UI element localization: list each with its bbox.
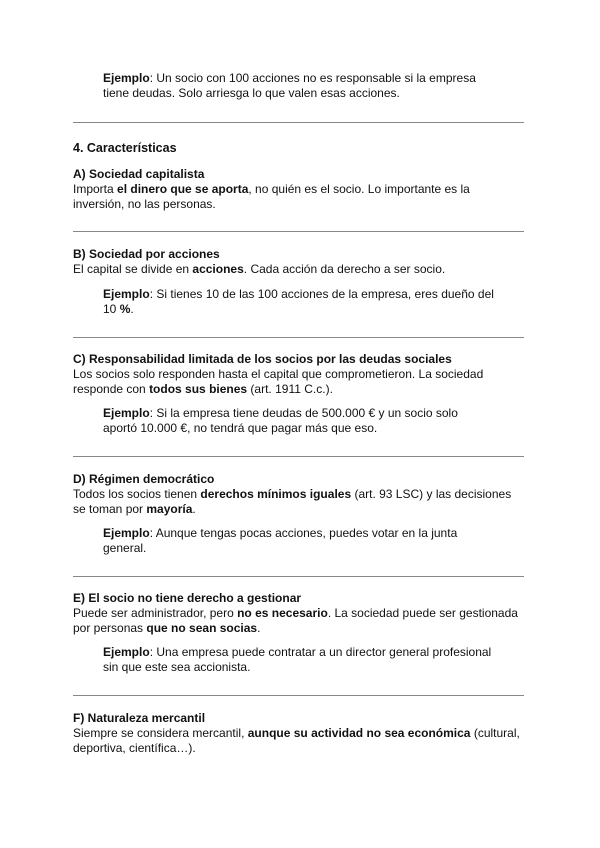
example-line bbox=[103, 541, 503, 556]
example-text: tiene deudas. Solo arriesga lo que valen esas acciones. bbox=[103, 86, 400, 100]
text-run: , no quién es el socio. Lo importante es la bbox=[248, 182, 470, 196]
example-e bbox=[103, 645, 503, 675]
text-run: (cultural, bbox=[470, 726, 520, 740]
paragraph-line bbox=[73, 621, 528, 636]
paragraph-line bbox=[73, 382, 528, 397]
bold-run: derechos mínimos iguales bbox=[200, 487, 352, 501]
characteristic-e bbox=[73, 591, 528, 636]
example-label: Ejemplo bbox=[103, 526, 150, 540]
characteristic-c bbox=[73, 352, 528, 397]
text-run: por personas bbox=[73, 621, 147, 635]
characteristic-b bbox=[73, 247, 528, 277]
example-line bbox=[103, 645, 503, 660]
example-line bbox=[103, 421, 503, 436]
text-run: Importa bbox=[73, 182, 118, 196]
paragraph-line bbox=[73, 726, 528, 741]
divider bbox=[73, 337, 524, 338]
paragraph-line bbox=[73, 197, 528, 212]
bold-run: acciones bbox=[192, 262, 244, 276]
example-text: . bbox=[130, 302, 134, 316]
text-run: inversión, no las personas. bbox=[73, 197, 216, 211]
text-run: Siempre se considera mercantil, bbox=[73, 726, 248, 740]
example-b bbox=[103, 287, 503, 317]
divider bbox=[73, 576, 524, 577]
paragraph-line bbox=[73, 182, 528, 197]
text-run: . La sociedad puede ser gestionada bbox=[327, 606, 518, 620]
example-label: Ejemplo bbox=[103, 645, 150, 659]
example-line bbox=[103, 526, 503, 541]
characteristic-title: B) Sociedad por acciones bbox=[73, 247, 220, 261]
bold-run: % bbox=[119, 302, 131, 316]
text-run: deportiva, científica…). bbox=[73, 741, 196, 755]
paragraph-line bbox=[73, 606, 528, 621]
example-text: aportó 10.000 €, no tendrá que pagar más que eso. bbox=[103, 421, 378, 435]
characteristic-d bbox=[73, 472, 528, 517]
divider bbox=[73, 456, 524, 457]
example-text: : Aunque tengas pocas acciones, puedes votar en la junta bbox=[149, 526, 458, 540]
intro-example bbox=[103, 71, 503, 101]
example-c bbox=[103, 406, 503, 436]
example-line bbox=[103, 86, 503, 101]
section-heading: 4. Características bbox=[73, 141, 177, 155]
example-text: sin que este sea accionista. bbox=[103, 660, 251, 674]
characteristic-title: C) Responsabilidad limitada de los socios por las deudas sociales bbox=[73, 352, 452, 366]
example-text: 10 bbox=[103, 302, 120, 316]
text-run: Todos los socios tienen bbox=[73, 487, 201, 501]
example-line bbox=[103, 406, 503, 421]
text-run: Puede ser administrador, pero bbox=[73, 606, 238, 620]
bold-run: aunque su actividad no sea económica bbox=[247, 726, 471, 740]
bold-run: no es necesario bbox=[237, 606, 328, 620]
example-text: : Una empresa puede contratar a un director general profesional bbox=[149, 645, 492, 659]
characteristic-title: A) Sociedad capitalista bbox=[73, 167, 205, 181]
example-line bbox=[103, 71, 503, 86]
text-run: El capital se divide en bbox=[73, 262, 193, 276]
characteristic-a bbox=[73, 167, 528, 212]
example-text: : Un socio con 100 acciones no es responsable si la empresa bbox=[149, 71, 476, 85]
text-run: Los socios solo responden hasta el capital que comprometieron. La sociedad bbox=[73, 367, 484, 381]
divider bbox=[73, 231, 524, 232]
example-label: Ejemplo bbox=[103, 406, 150, 420]
example-line bbox=[103, 302, 503, 317]
divider bbox=[73, 695, 524, 696]
bold-run: todos sus bienes bbox=[149, 382, 248, 396]
paragraph-line bbox=[73, 741, 528, 756]
example-text: general. bbox=[103, 541, 147, 555]
bold-run: el dinero que se aporta bbox=[117, 182, 249, 196]
text-run: (art. 93 LSC) y las decisiones bbox=[351, 487, 512, 501]
example-text: : Si la empresa tiene deudas de 500.000 € y un socio solo bbox=[149, 406, 458, 420]
characteristic-title: E) El socio no tiene derecho a gestionar bbox=[73, 591, 302, 605]
characteristic-title: F) Naturaleza mercantil bbox=[73, 711, 206, 725]
bold-run: mayoría bbox=[146, 502, 193, 516]
text-run: . bbox=[192, 502, 196, 516]
example-text: : Si tienes 10 de las 100 acciones de la empresa, eres dueño del bbox=[149, 287, 494, 301]
example-d bbox=[103, 526, 503, 556]
characteristic-title: D) Régimen democrático bbox=[73, 472, 215, 486]
paragraph-line bbox=[73, 502, 528, 517]
example-label: Ejemplo bbox=[103, 287, 150, 301]
text-run: (art. 1911 C.c.). bbox=[247, 382, 333, 396]
text-run: se toman por bbox=[73, 502, 147, 516]
example-label: Ejemplo bbox=[103, 71, 150, 85]
example-line bbox=[103, 660, 503, 675]
example-line bbox=[103, 287, 503, 302]
divider bbox=[73, 122, 524, 123]
paragraph-line bbox=[73, 487, 528, 502]
text-run: . Cada acción da derecho a ser socio. bbox=[243, 262, 446, 276]
characteristic-f bbox=[73, 711, 528, 756]
text-run: responde con bbox=[73, 382, 150, 396]
text-run: . bbox=[257, 621, 261, 635]
paragraph-line bbox=[73, 367, 528, 382]
bold-run: que no sean socias bbox=[146, 621, 258, 635]
paragraph-line bbox=[73, 262, 528, 277]
